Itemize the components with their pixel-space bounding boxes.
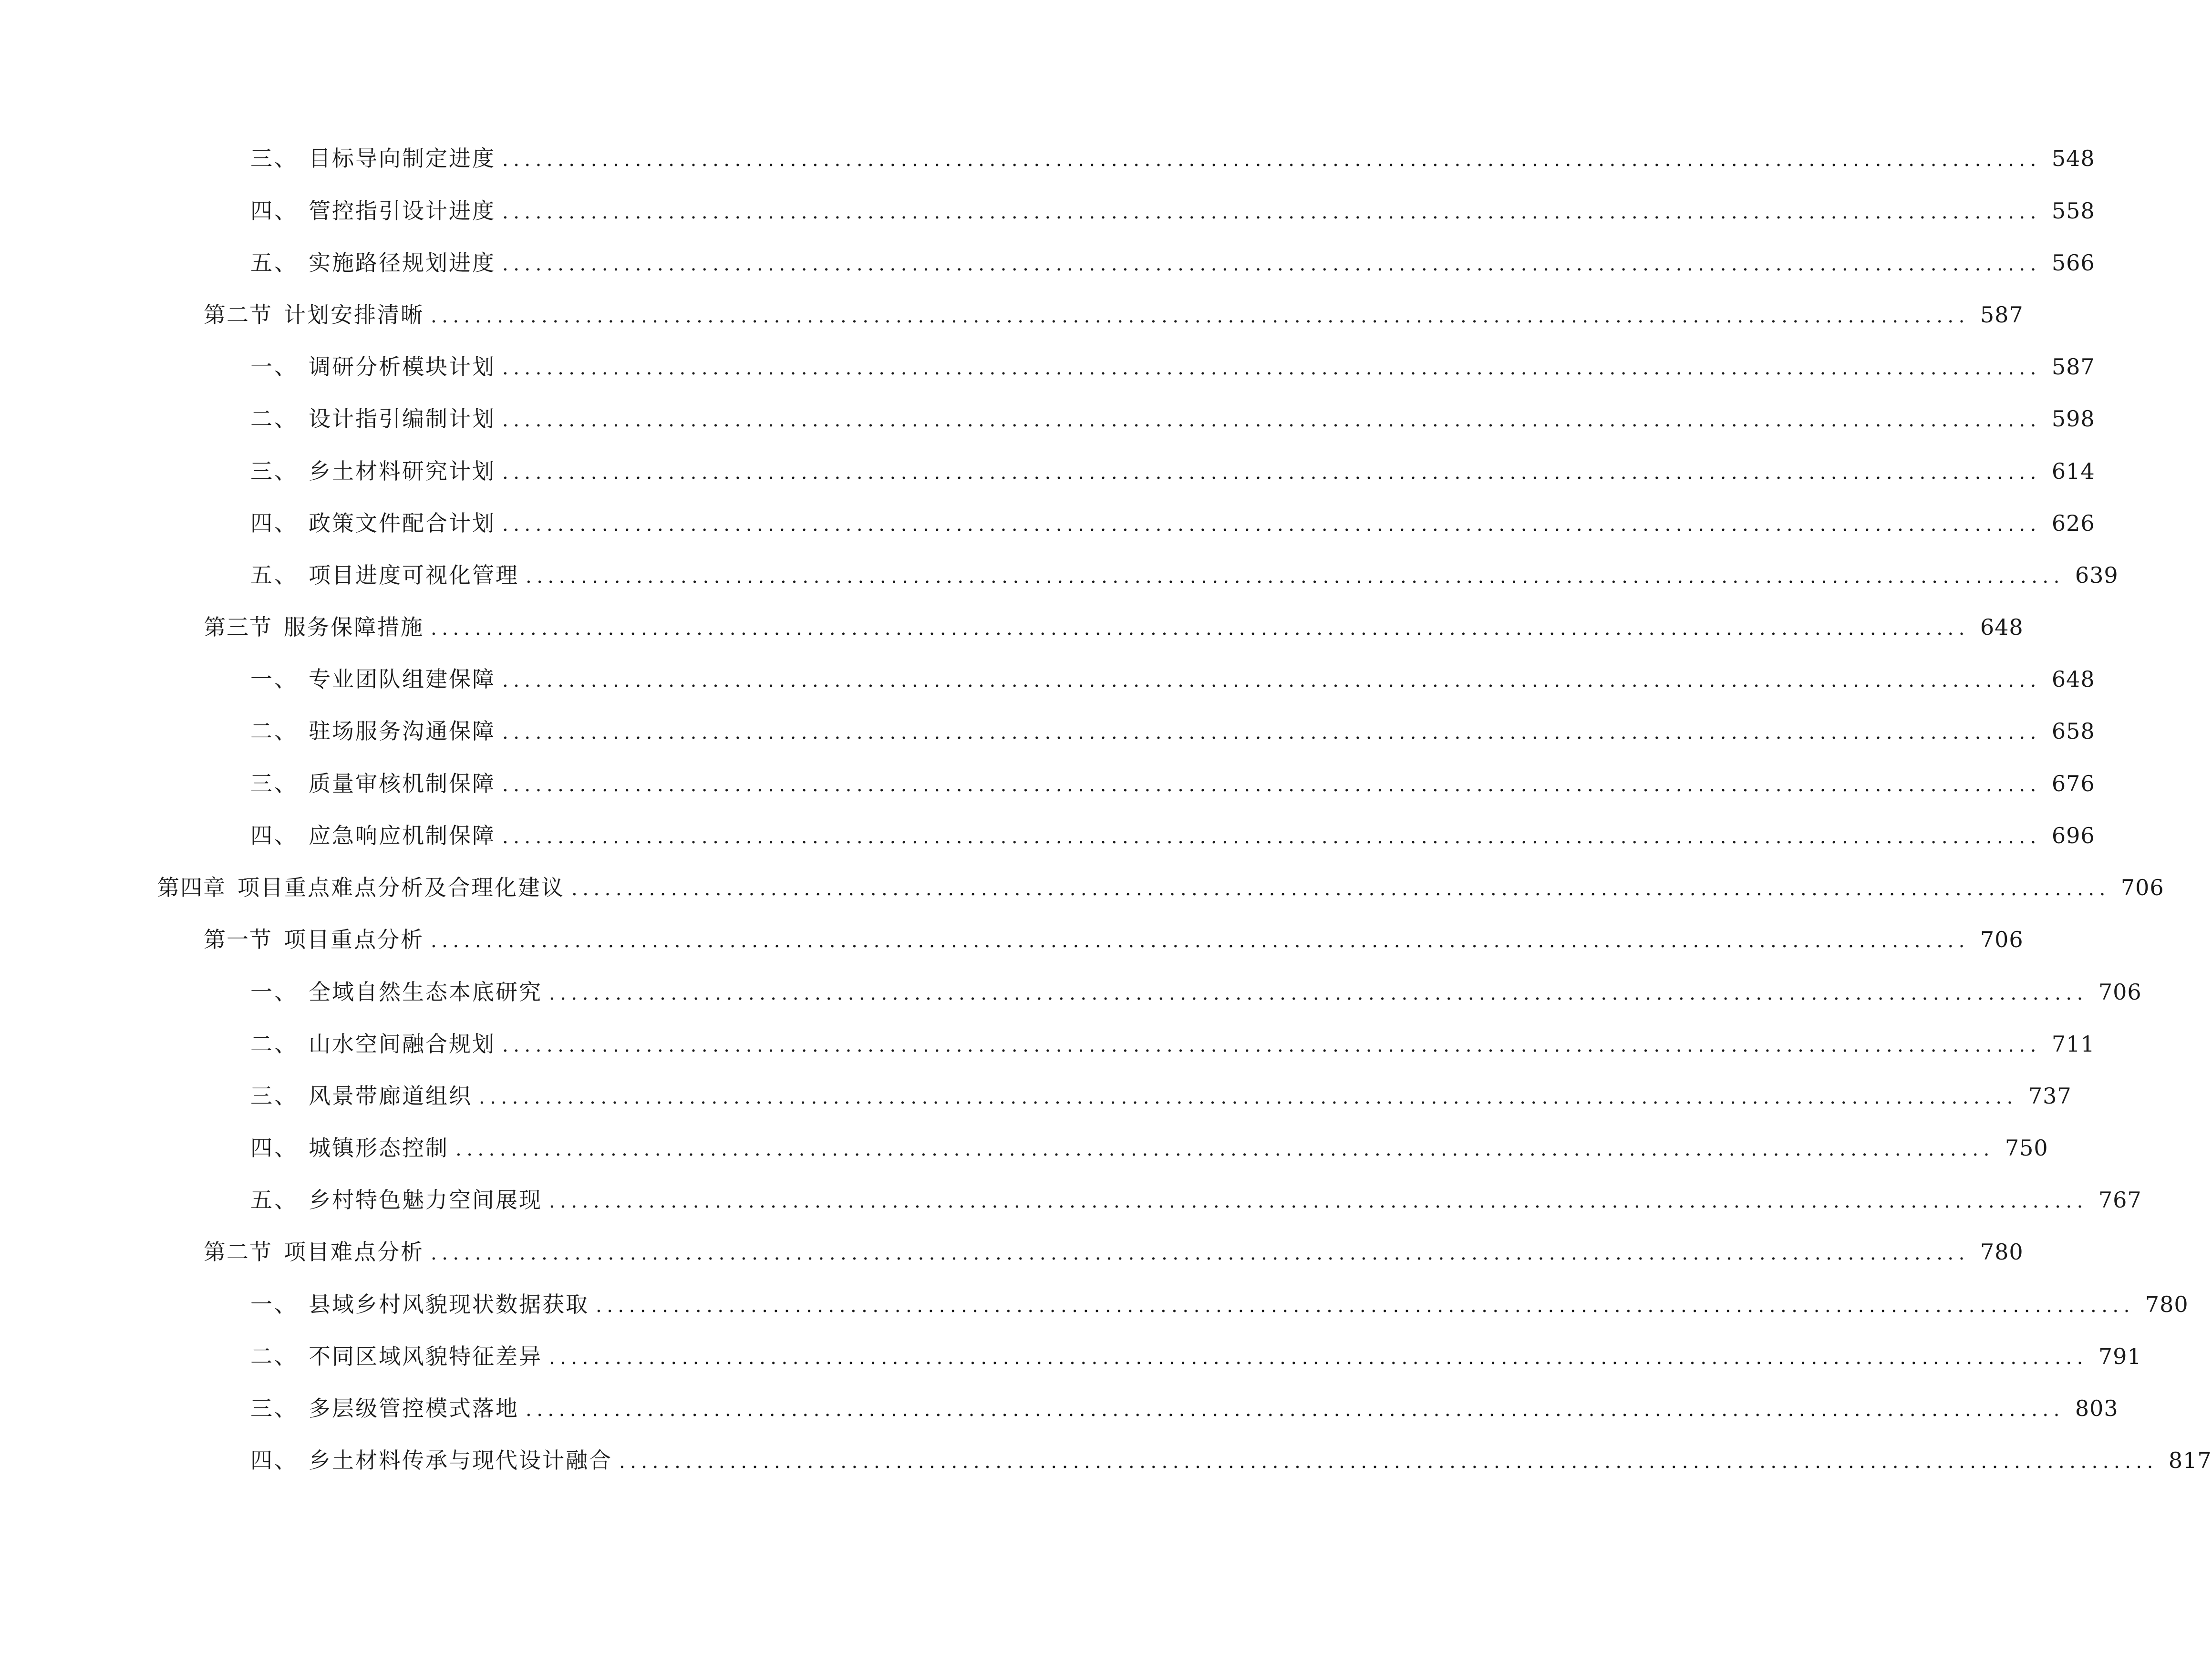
dot-leader: ........................................................................................................................................... — [502, 826, 2041, 848]
toc-entry-page: 737 — [2028, 1083, 2072, 1109]
toc-entry-page: 639 — [2075, 562, 2119, 588]
toc-entry-number: 四、 — [250, 198, 298, 224]
toc-entry[interactable] — [204, 608, 2024, 646]
toc-entry-page: 598 — [2051, 406, 2095, 432]
toc-entry-title: 设计指引编制计划 — [309, 406, 496, 432]
toc-entry[interactable] — [250, 556, 2119, 594]
toc-entry[interactable] — [250, 244, 2095, 282]
toc-entry-title: 山水空间融合规划 — [309, 1031, 496, 1057]
toc-entry-page: 566 — [2051, 250, 2095, 276]
toc-entry-title: 项目难点分析 — [284, 1239, 424, 1265]
toc-entry-page: 780 — [1980, 1239, 2024, 1265]
toc-entry-page: 706 — [2098, 979, 2142, 1005]
toc-entry[interactable] — [250, 1389, 2119, 1427]
toc-entry-page: 658 — [2051, 718, 2095, 744]
toc-entry-page: 706 — [1980, 927, 2024, 952]
toc-entry-page: 587 — [1980, 302, 2024, 328]
toc-entry-number: 二、 — [250, 1031, 298, 1057]
toc-entry-title: 目标导向制定进度 — [309, 145, 496, 171]
toc-entry-title: 调研分析模块计划 — [309, 354, 496, 380]
toc-entry[interactable] — [250, 1337, 2142, 1375]
toc-entry-title: 乡土材料传承与现代设计融合 — [309, 1447, 612, 1473]
toc-entry-page: 626 — [2051, 510, 2095, 536]
toc-entry-page: 587 — [2051, 354, 2095, 380]
toc-entry[interactable] — [250, 712, 2095, 750]
toc-entry-number: 一、 — [250, 354, 298, 380]
toc-entry-title: 政策文件配合计划 — [309, 510, 496, 536]
toc-entry-number: 二、 — [250, 718, 298, 744]
toc-entry-title: 多层级管控模式落地 — [309, 1395, 519, 1421]
toc-entry[interactable] — [250, 452, 2095, 490]
dot-leader: ........................................................................................................................................... — [502, 462, 2041, 484]
toc-entry-title: 服务保障措施 — [284, 614, 424, 640]
toc-entry-number: 五、 — [250, 562, 298, 588]
dot-leader: ........................................................................................................................................... — [431, 618, 1970, 640]
toc-entry-page: 614 — [2051, 458, 2095, 484]
toc-entry-page: 696 — [2051, 823, 2095, 848]
toc-entry-title: 乡村特色魅力空间展现 — [309, 1187, 542, 1213]
dot-leader: ........................................................................................................................................... — [549, 1347, 2088, 1369]
toc-entry-number: 五、 — [250, 250, 298, 276]
dot-leader: ........................................................................................................................................... — [596, 1295, 2135, 1317]
toc-entry-number: 三、 — [250, 458, 298, 484]
toc-entry-title: 风景带廊道组织 — [309, 1083, 472, 1109]
dot-leader: ........................................................................................................................................... — [526, 1399, 2065, 1421]
toc-entry[interactable] — [250, 348, 2095, 386]
toc-entry-title: 县域乡村风貌现状数据获取 — [309, 1291, 589, 1317]
toc-entry[interactable] — [250, 192, 2095, 230]
dot-leader: ........................................................................................................................................... — [431, 930, 1970, 952]
toc-entry[interactable] — [250, 1441, 2212, 1479]
toc-entry-number: 第四章 — [157, 875, 226, 900]
toc-entry-number: 第三节 — [204, 614, 272, 640]
toc-entry-title: 管控指引设计进度 — [309, 198, 496, 224]
toc-entry-page: 750 — [2005, 1135, 2048, 1161]
toc-entry-number: 三、 — [250, 1395, 298, 1421]
dot-leader: ........................................................................................................................................... — [502, 774, 2041, 796]
toc-entry-page: 648 — [2051, 666, 2095, 692]
dot-leader: ........................................................................................................................................... — [571, 878, 2110, 900]
toc-entry-number: 五、 — [250, 1187, 298, 1213]
toc-entry[interactable] — [250, 1077, 2072, 1115]
toc-entry-page: 648 — [1980, 614, 2024, 640]
dot-leader: ........................................................................................................................................... — [455, 1138, 1995, 1160]
toc-entry-number: 一、 — [250, 979, 298, 1005]
toc-entry-page: 676 — [2051, 771, 2095, 796]
toc-entry-page: 711 — [2051, 1031, 2095, 1057]
toc-entry-number: 三、 — [250, 145, 298, 171]
dot-leader: ........................................................................................................................................... — [502, 253, 2041, 275]
dot-leader: ........................................................................................................................................... — [502, 670, 2041, 692]
toc-entry-title: 质量审核机制保障 — [309, 771, 496, 796]
toc-entry[interactable] — [250, 1129, 2048, 1167]
dot-leader: ........................................................................................................................................... — [502, 201, 2041, 223]
toc-entry-title: 不同区域风貌特征差异 — [309, 1343, 542, 1369]
toc-entry-number: 第一节 — [204, 927, 272, 952]
toc-entry-number: 三、 — [250, 771, 298, 796]
toc-entry-number: 四、 — [250, 1447, 298, 1473]
toc-entry-number: 一、 — [250, 1291, 298, 1317]
dot-leader: ........................................................................................................................................... — [619, 1451, 2158, 1473]
dot-leader: ........................................................................................................................................... — [502, 1034, 2041, 1056]
dot-leader: ........................................................................................................................................... — [479, 1086, 2018, 1108]
toc-entry[interactable] — [250, 504, 2095, 542]
dot-leader: ........................................................................................................................................... — [502, 514, 2041, 536]
dot-leader: ........................................................................................................................................... — [549, 982, 2088, 1004]
toc-entry-page: 548 — [2051, 145, 2095, 171]
toc-entry-title: 项目进度可视化管理 — [309, 562, 519, 588]
toc-entry-number: 第二节 — [204, 1239, 272, 1265]
dot-leader: ........................................................................................................................................... — [431, 305, 1970, 327]
dot-leader: ........................................................................................................................................... — [502, 357, 2041, 379]
toc-entry-title: 驻场服务沟通保障 — [309, 718, 496, 744]
toc-entry-page: 780 — [2145, 1291, 2189, 1317]
dot-leader: ........................................................................................................................................... — [526, 566, 2065, 588]
toc-entry[interactable] — [157, 868, 2164, 907]
toc-entry-title: 乡土材料研究计划 — [309, 458, 496, 484]
dot-leader: ........................................................................................................................................... — [431, 1242, 1970, 1264]
toc-entry[interactable] — [250, 816, 2095, 855]
toc-entry-number: 一、 — [250, 666, 298, 692]
toc-entry-page: 803 — [2075, 1395, 2119, 1421]
toc-entry-title: 实施路径规划进度 — [309, 250, 496, 276]
toc-entry-page: 791 — [2098, 1343, 2142, 1369]
toc-entry-title: 专业团队组建保障 — [309, 666, 496, 692]
toc-entry[interactable] — [250, 660, 2095, 698]
toc-entry-number: 二、 — [250, 1343, 298, 1369]
toc-entry-page: 706 — [2120, 875, 2164, 900]
dot-leader: ........................................................................................................................................... — [549, 1190, 2088, 1212]
toc-entry[interactable] — [250, 1285, 2189, 1323]
toc-entry-number: 四、 — [250, 1135, 298, 1161]
toc-entry[interactable] — [250, 764, 2095, 803]
toc-entry-page: 817 — [2168, 1447, 2212, 1473]
toc-entry-title: 全域自然生态本底研究 — [309, 979, 542, 1005]
toc-entry[interactable] — [250, 1181, 2142, 1219]
toc-entry[interactable] — [250, 973, 2142, 1011]
toc-entry[interactable] — [204, 920, 2024, 959]
toc-entry-title: 项目重点难点分析及合理化建议 — [238, 875, 565, 900]
toc-entry-page: 558 — [2051, 198, 2095, 224]
toc-entry-number: 三、 — [250, 1083, 298, 1109]
toc-entry[interactable] — [250, 400, 2095, 438]
toc-entry[interactable] — [204, 296, 2024, 334]
toc-entry-number: 四、 — [250, 510, 298, 536]
toc-entry-title: 项目重点分析 — [284, 927, 424, 952]
dot-leader: ........................................................................................................................................... — [502, 409, 2041, 431]
toc-entry-number: 四、 — [250, 823, 298, 848]
dot-leader: ........................................................................................................................................... — [502, 149, 2041, 171]
toc-entry-number: 第二节 — [204, 302, 272, 328]
toc-entry-title: 城镇形态控制 — [309, 1135, 449, 1161]
toc-entry[interactable] — [204, 1233, 2024, 1271]
toc-entry-page: 767 — [2098, 1187, 2142, 1213]
toc-entry[interactable] — [250, 139, 2095, 177]
toc-entry-title: 计划安排清晰 — [284, 302, 424, 328]
dot-leader: ........................................................................................................................................... — [502, 722, 2041, 744]
toc-entry[interactable] — [250, 1025, 2095, 1063]
toc-entry-title: 应急响应机制保障 — [309, 823, 496, 848]
toc-entry-number: 二、 — [250, 406, 298, 432]
